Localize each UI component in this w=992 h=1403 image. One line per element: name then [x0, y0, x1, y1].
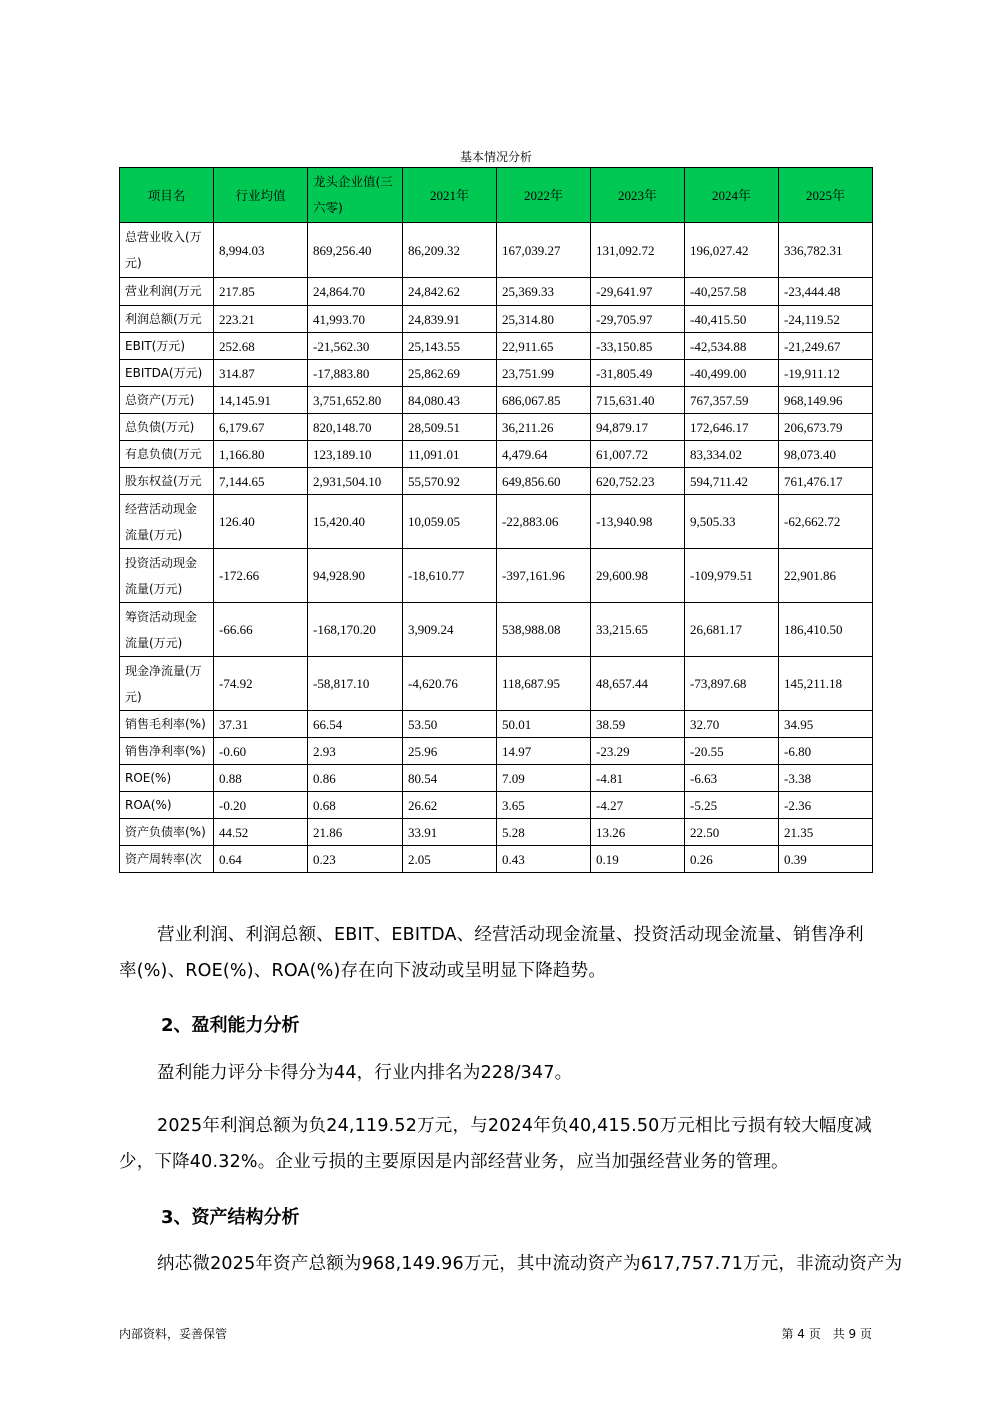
table-row — [120, 657, 873, 711]
value-cell: -6.63 — [685, 765, 779, 792]
table-header-row — [120, 168, 873, 223]
value-cell: -17,883.80 — [308, 360, 403, 387]
table-row — [120, 765, 873, 792]
header-cell: 2024年 — [685, 168, 779, 223]
table-row — [120, 360, 873, 387]
table-row — [120, 441, 873, 468]
value-cell: -18,610.77 — [403, 549, 497, 603]
value-cell: 0.64 — [214, 846, 308, 873]
row-label: EBIT(万元) — [120, 333, 214, 360]
value-cell: -20.55 — [685, 738, 779, 765]
value-cell: 217.85 — [214, 278, 308, 306]
value-cell: 7,144.65 — [214, 468, 308, 495]
row-label: 经营活动现金流量(万元) — [120, 495, 214, 549]
value-cell: 38.59 — [591, 711, 685, 738]
value-cell: 131,092.72 — [591, 223, 685, 278]
row-label: ROA(%) — [120, 792, 214, 819]
row-label: 营业利润(万元 — [120, 278, 214, 306]
value-cell: 14,145.91 — [214, 387, 308, 414]
value-cell: 61,007.72 — [591, 441, 685, 468]
value-cell: 36,211.26 — [497, 414, 591, 441]
value-cell: -19,911.12 — [779, 360, 873, 387]
value-cell: -74.92 — [214, 657, 308, 711]
value-cell: -40,499.00 — [685, 360, 779, 387]
value-cell: 8,994.03 — [214, 223, 308, 278]
value-cell: -22,883.06 — [497, 495, 591, 549]
value-cell: -29,705.97 — [591, 306, 685, 333]
value-cell: -40,257.58 — [685, 278, 779, 306]
value-cell: 22.50 — [685, 819, 779, 846]
row-label: 投资活动现金流量(万元) — [120, 549, 214, 603]
section-heading-assets: 3、资产结构分析 — [161, 1207, 300, 1228]
value-cell: -3.38 — [779, 765, 873, 792]
value-cell: 98,073.40 — [779, 441, 873, 468]
value-cell: -66.66 — [214, 603, 308, 657]
value-cell: 223.21 — [214, 306, 308, 333]
value-cell: 25,143.55 — [403, 333, 497, 360]
row-label: 总资产(万元) — [120, 387, 214, 414]
value-cell: 620,752.23 — [591, 468, 685, 495]
value-cell: 55,570.92 — [403, 468, 497, 495]
value-cell: -29,641.97 — [591, 278, 685, 306]
footer-page-number: 第 4 页 共 9 页 — [781, 1327, 872, 1341]
value-cell: 25,862.69 — [403, 360, 497, 387]
row-label: 股东权益(万元 — [120, 468, 214, 495]
value-cell: 6,179.67 — [214, 414, 308, 441]
value-cell: 7.09 — [497, 765, 591, 792]
value-cell: 26,681.17 — [685, 603, 779, 657]
value-cell: 5.28 — [497, 819, 591, 846]
header-cell: 龙头企业值(三六零) — [308, 168, 403, 223]
value-cell: -4.27 — [591, 792, 685, 819]
value-cell: 44.52 — [214, 819, 308, 846]
table-row — [120, 223, 873, 278]
value-cell: 126.40 — [214, 495, 308, 549]
value-cell: 336,782.31 — [779, 223, 873, 278]
value-cell: -13,940.98 — [591, 495, 685, 549]
row-label: 筹资活动现金流量(万元) — [120, 603, 214, 657]
value-cell: 14.97 — [497, 738, 591, 765]
value-cell: 53.50 — [403, 711, 497, 738]
value-cell: 0.23 — [308, 846, 403, 873]
value-cell: 26.62 — [403, 792, 497, 819]
value-cell: 86,209.32 — [403, 223, 497, 278]
value-cell: 94,879.17 — [591, 414, 685, 441]
value-cell: 50.01 — [497, 711, 591, 738]
value-cell: 0.19 — [591, 846, 685, 873]
value-cell: -33,150.85 — [591, 333, 685, 360]
value-cell: 252.68 — [214, 333, 308, 360]
row-label: 总营业收入(万元) — [120, 223, 214, 278]
value-cell: 32.70 — [685, 711, 779, 738]
value-cell: 84,080.43 — [403, 387, 497, 414]
row-label: 销售净利率(%) — [120, 738, 214, 765]
value-cell: -24,119.52 — [779, 306, 873, 333]
value-cell: 24,864.70 — [308, 278, 403, 306]
value-cell: 33,215.65 — [591, 603, 685, 657]
value-cell: -21,562.30 — [308, 333, 403, 360]
value-cell: 2.93 — [308, 738, 403, 765]
assets-paragraph: 纳芯微2025年资产总额为968,149.96万元，其中流动资产为617,757.71万元，非流动资产为 — [157, 1254, 903, 1274]
value-cell: -58,817.10 — [308, 657, 403, 711]
value-cell: 23,751.99 — [497, 360, 591, 387]
value-cell: 0.39 — [779, 846, 873, 873]
table-row — [120, 414, 873, 441]
value-cell: -21,249.67 — [779, 333, 873, 360]
value-cell: 0.43 — [497, 846, 591, 873]
table-row — [120, 738, 873, 765]
table-row — [120, 387, 873, 414]
table-row — [120, 306, 873, 333]
value-cell: -109,979.51 — [685, 549, 779, 603]
value-cell: -2.36 — [779, 792, 873, 819]
value-cell: 28,509.51 — [403, 414, 497, 441]
table-row — [120, 278, 873, 306]
value-cell: -397,161.96 — [497, 549, 591, 603]
value-cell: 686,067.85 — [497, 387, 591, 414]
value-cell: 968,149.96 — [779, 387, 873, 414]
value-cell: 0.68 — [308, 792, 403, 819]
score-paragraph: 盈利能力评分卡得分为44，行业内排名为228/347。 — [157, 1063, 573, 1083]
value-cell: 3,751,652.80 — [308, 387, 403, 414]
value-cell: 118,687.95 — [497, 657, 591, 711]
row-label: 利润总额(万元 — [120, 306, 214, 333]
value-cell: 94,928.90 — [308, 549, 403, 603]
value-cell: -31,805.49 — [591, 360, 685, 387]
value-cell: 33.91 — [403, 819, 497, 846]
value-cell: 25,314.80 — [497, 306, 591, 333]
value-cell: 2,931,504.10 — [308, 468, 403, 495]
row-label: 资产周转率(次 — [120, 846, 214, 873]
value-cell: 10,059.05 — [403, 495, 497, 549]
value-cell: 11,091.01 — [403, 441, 497, 468]
row-label: 资产负债率(%) — [120, 819, 214, 846]
table-row — [120, 495, 873, 549]
row-label: 现金净流量(万元) — [120, 657, 214, 711]
table-row — [120, 846, 873, 873]
value-cell: 80.54 — [403, 765, 497, 792]
value-cell: -5.25 — [685, 792, 779, 819]
section-heading-profitability: 2、盈利能力分析 — [161, 1015, 300, 1036]
value-cell: -0.20 — [214, 792, 308, 819]
value-cell: 3.65 — [497, 792, 591, 819]
value-cell: 48,657.44 — [591, 657, 685, 711]
header-cell: 2022年 — [497, 168, 591, 223]
value-cell: 25.96 — [403, 738, 497, 765]
value-cell: 66.54 — [308, 711, 403, 738]
value-cell: 820,148.70 — [308, 414, 403, 441]
table-row — [120, 468, 873, 495]
value-cell: 869,256.40 — [308, 223, 403, 278]
value-cell: 167,039.27 — [497, 223, 591, 278]
row-label: EBITDA(万元) — [120, 360, 214, 387]
value-cell: 767,357.59 — [685, 387, 779, 414]
value-cell: 715,631.40 — [591, 387, 685, 414]
value-cell: 21.35 — [779, 819, 873, 846]
value-cell: -62,662.72 — [779, 495, 873, 549]
value-cell: -4.81 — [591, 765, 685, 792]
value-cell: 0.86 — [308, 765, 403, 792]
financial-table — [119, 167, 873, 873]
value-cell: 4,479.64 — [497, 441, 591, 468]
value-cell: 196,027.42 — [685, 223, 779, 278]
value-cell: 29,600.98 — [591, 549, 685, 603]
value-cell: 538,988.08 — [497, 603, 591, 657]
header-cell: 行业均值 — [214, 168, 308, 223]
value-cell: 3,909.24 — [403, 603, 497, 657]
value-cell: -4,620.76 — [403, 657, 497, 711]
value-cell: 24,842.62 — [403, 278, 497, 306]
table-row — [120, 603, 873, 657]
value-cell: -23.29 — [591, 738, 685, 765]
table-row — [120, 819, 873, 846]
row-label: 总负债(万元) — [120, 414, 214, 441]
value-cell: 22,911.65 — [497, 333, 591, 360]
value-cell: 206,673.79 — [779, 414, 873, 441]
value-cell: 314.87 — [214, 360, 308, 387]
header-cell: 2023年 — [591, 168, 685, 223]
row-label: 销售毛利率(%) — [120, 711, 214, 738]
value-cell: 83,334.02 — [685, 441, 779, 468]
value-cell: 34.95 — [779, 711, 873, 738]
value-cell: -0.60 — [214, 738, 308, 765]
value-cell: 172,646.17 — [685, 414, 779, 441]
value-cell: 13.26 — [591, 819, 685, 846]
profit-paragraph: 2025年利润总额为负24,119.52万元，与2024年负40,415.50万元相比亏损有较大幅度减少，下降40.32%。企业亏损的主要原因是内部经营业务，应当加强经营业务的管理。 — [119, 1116, 872, 1172]
row-label: 有息负债(万元 — [120, 441, 214, 468]
value-cell: 15,420.40 — [308, 495, 403, 549]
value-cell: 22,901.86 — [779, 549, 873, 603]
value-cell: -73,897.68 — [685, 657, 779, 711]
value-cell: 123,189.10 — [308, 441, 403, 468]
table-row — [120, 549, 873, 603]
table-caption: 基本情况分析 — [459, 150, 532, 164]
value-cell: 761,476.17 — [779, 468, 873, 495]
header-cell: 2025年 — [779, 168, 873, 223]
row-label: ROE(%) — [120, 765, 214, 792]
value-cell: -23,444.48 — [779, 278, 873, 306]
value-cell: 2.05 — [403, 846, 497, 873]
value-cell: 0.88 — [214, 765, 308, 792]
value-cell: -168,170.20 — [308, 603, 403, 657]
value-cell: -172.66 — [214, 549, 308, 603]
header-cell: 项目名 — [120, 168, 214, 223]
value-cell: 0.26 — [685, 846, 779, 873]
value-cell: 1,166.80 — [214, 441, 308, 468]
header-cell: 2021年 — [403, 168, 497, 223]
table-row — [120, 333, 873, 360]
value-cell: 25,369.33 — [497, 278, 591, 306]
value-cell: 21.86 — [308, 819, 403, 846]
value-cell: -40,415.50 — [685, 306, 779, 333]
value-cell: -6.80 — [779, 738, 873, 765]
value-cell: 594,711.42 — [685, 468, 779, 495]
value-cell: 24,839.91 — [403, 306, 497, 333]
value-cell: 37.31 — [214, 711, 308, 738]
table-row — [120, 792, 873, 819]
trend-paragraph: 营业利润、利润总额、EBIT、EBITDA、经营活动现金流量、投资活动现金流量、销售净利率(%)、ROE(%)、ROA(%)存在向下波动或呈明显下降趋势。 — [119, 925, 864, 981]
footer-left: 内部资料，妥善保管 — [119, 1327, 228, 1341]
value-cell: 41,993.70 — [308, 306, 403, 333]
value-cell: 649,856.60 — [497, 468, 591, 495]
value-cell: 145,211.18 — [779, 657, 873, 711]
value-cell: -42,534.88 — [685, 333, 779, 360]
value-cell: 186,410.50 — [779, 603, 873, 657]
table-row — [120, 711, 873, 738]
value-cell: 9,505.33 — [685, 495, 779, 549]
